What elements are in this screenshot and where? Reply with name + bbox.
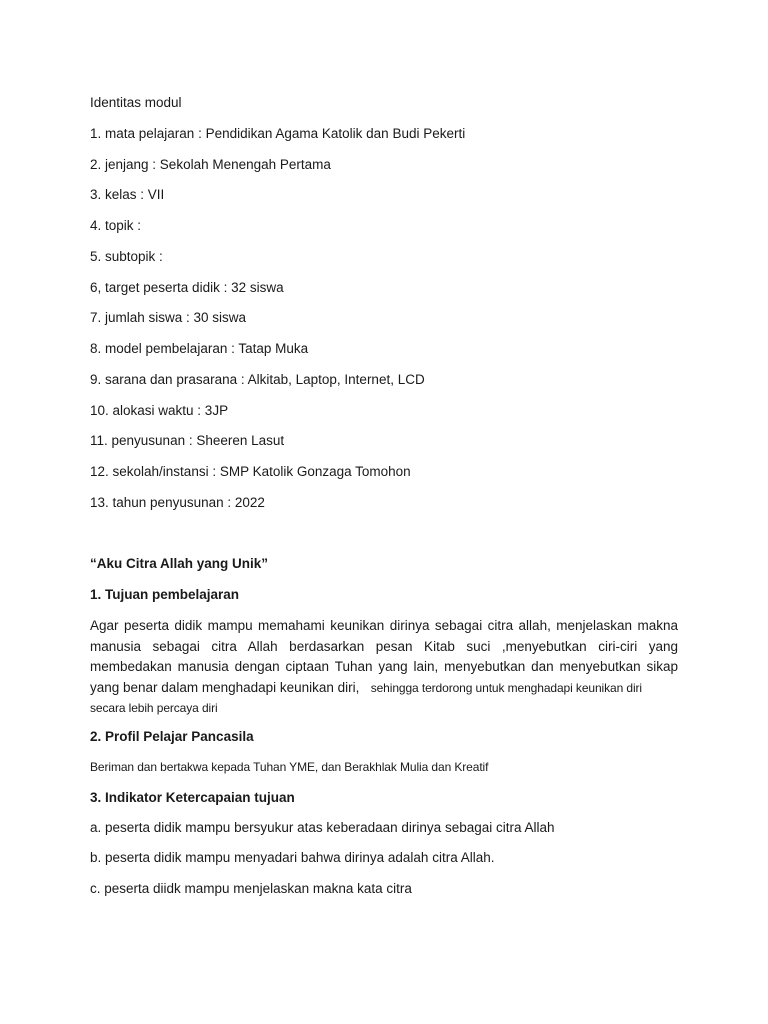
goals-line: secara lebih percaya diri	[90, 701, 218, 715]
section-heading-goals: 1. Tujuan pembelajaran	[90, 587, 240, 602]
goals-line-main: yang benar dalam menghadapi keunikan diri,	[90, 679, 360, 695]
goals-line	[90, 678, 678, 699]
goals-line: manusia sebagai citra Allah berdasarkan pesan Kitab suci ,menyebutkan ciri-ciri yang	[90, 638, 678, 654]
identity-item: 6, target peserta didik : 32 siswa	[90, 280, 284, 295]
identity-item: 10. alokasi waktu : 3JP	[90, 403, 229, 418]
module-title: “Aku Citra Allah yang Unik”	[90, 556, 269, 571]
identity-item: 1. mata pelajaran : Pendidikan Agama Katolik dan Budi Pekerti	[90, 126, 466, 141]
identity-item: 13. tahun penyusunan : 2022	[90, 495, 265, 510]
goals-line-tail: sehingga terdorong untuk menghadapi keunikan diri	[370, 680, 642, 695]
identity-item: 7. jumlah siswa : 30 siswa	[90, 310, 247, 325]
identity-item: 9. sarana dan prasarana : Alkitab, Laptop, Internet, LCD	[90, 372, 425, 387]
profile-text: Beriman dan bertakwa kepada Tuhan YME, dan Berakhlak Mulia dan Kreatif	[90, 760, 489, 774]
identity-heading: Identitas modul	[90, 95, 182, 110]
indicator-item: a. peserta didik mampu bersyukur atas keberadaan dirinya sebagai citra Allah	[90, 820, 555, 835]
identity-item: 12. sekolah/instansi : SMP Katolik Gonzaga Tomohon	[90, 464, 411, 479]
indicator-item: c. peserta diidk mampu menjelaskan makna kata citra	[90, 881, 412, 896]
identity-item: 4. topik :	[90, 218, 142, 233]
identity-item: 8. model pembelajaran : Tatap Muka	[90, 341, 309, 356]
identity-item: 2. jenjang : Sekolah Menengah Pertama	[90, 157, 331, 172]
identity-item: 11. penyusunan : Sheeren Lasut	[90, 433, 285, 448]
goals-line: membedakan manusia dengan ciptaan Tuhan yang lain, menyebutkan dan menyebutkan sikap	[90, 659, 678, 674]
identity-item: 5. subtopik :	[90, 249, 163, 264]
identity-item: 3. kelas : VII	[90, 187, 165, 202]
goals-line: Agar peserta didik mampu memahami keunikan dirinya sebagai citra allah, menjelaskan makna	[90, 618, 678, 633]
indicator-item: b. peserta didik mampu menyadari bahwa dirinya adalah citra Allah.	[90, 850, 495, 865]
section-heading-profile: 2. Profil Pelajar Pancasila	[90, 729, 254, 744]
goals-paragraph	[90, 616, 678, 719]
section-heading-indicators: 3. Indikator Ketercapaian tujuan	[90, 790, 295, 805]
